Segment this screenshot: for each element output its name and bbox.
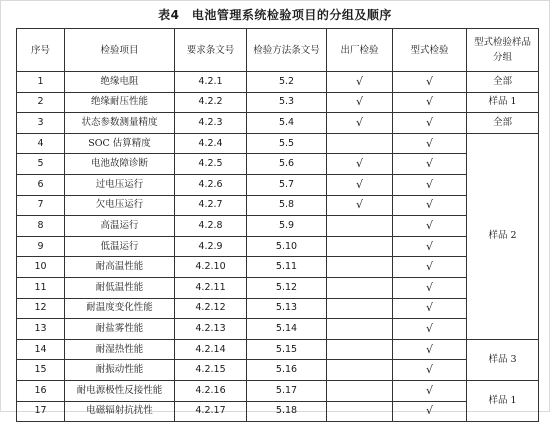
row-method-clause: 5.3 (247, 92, 327, 113)
type-check: √ (393, 133, 467, 154)
type-check: √ (393, 298, 467, 319)
row-method-clause: 5.13 (247, 298, 327, 319)
table-row (17, 380, 539, 401)
table-row (17, 257, 539, 278)
row-number: 1 (17, 72, 65, 93)
row-item: 欠电压运行 (65, 195, 175, 216)
row-item: 绝缘电阻 (65, 72, 175, 93)
sample-group-cell: 样品 1 (467, 92, 539, 113)
sample-group-cell: 样品 1 (467, 380, 539, 421)
header-requirement-clause: 要求条文号 (175, 29, 247, 72)
row-number: 8 (17, 216, 65, 237)
row-item: 耐温度变化性能 (65, 298, 175, 319)
row-item: 耐电源极性反接性能 (65, 380, 175, 401)
factory-check: √ (327, 72, 393, 93)
row-method-clause: 5.8 (247, 195, 327, 216)
row-number: 14 (17, 339, 65, 360)
factory-check: √ (327, 154, 393, 175)
type-check: √ (393, 174, 467, 195)
row-item: 过电压运行 (65, 174, 175, 195)
row-method-clause: 5.6 (247, 154, 327, 175)
row-item: 低温运行 (65, 236, 175, 257)
sample-group-cell: 全部 (467, 113, 539, 134)
factory-check (327, 257, 393, 278)
table-row (17, 195, 539, 216)
table-row (17, 72, 539, 93)
type-check: √ (393, 319, 467, 340)
table-title: 表4 电池管理系统检验项目的分组及顺序 (158, 8, 392, 22)
row-number: 6 (17, 174, 65, 195)
row-method-clause: 5.14 (247, 319, 327, 340)
factory-check (327, 216, 393, 237)
type-check: √ (393, 195, 467, 216)
factory-check (327, 277, 393, 298)
row-item: 状态参数测量精度 (65, 113, 175, 134)
table-row (17, 133, 539, 154)
row-requirement-clause: 4.2.13 (175, 319, 247, 340)
sample-group-cell: 全部 (467, 72, 539, 93)
row-method-clause: 5.5 (247, 133, 327, 154)
row-method-clause: 5.7 (247, 174, 327, 195)
row-requirement-clause: 4.2.17 (175, 401, 247, 422)
factory-check: √ (327, 92, 393, 113)
factory-check (327, 401, 393, 422)
factory-check (327, 319, 393, 340)
row-item: 耐盐雾性能 (65, 319, 175, 340)
row-requirement-clause: 4.2.14 (175, 339, 247, 360)
row-method-clause: 5.15 (247, 339, 327, 360)
type-check: √ (393, 257, 467, 278)
header-factory-inspection: 出厂检验 (327, 29, 393, 72)
row-requirement-clause: 4.2.4 (175, 133, 247, 154)
table-row (17, 92, 539, 113)
row-requirement-clause: 4.2.8 (175, 216, 247, 237)
table-row (17, 216, 539, 237)
header-item: 检验项目 (65, 29, 175, 72)
row-requirement-clause: 4.2.9 (175, 236, 247, 257)
row-requirement-clause: 4.2.10 (175, 257, 247, 278)
table-row (17, 319, 539, 340)
table-row (17, 113, 539, 134)
factory-check: √ (327, 113, 393, 134)
row-number: 4 (17, 133, 65, 154)
factory-check (327, 380, 393, 401)
row-item: 耐低温性能 (65, 277, 175, 298)
row-item: SOC 估算精度 (65, 133, 175, 154)
row-method-clause: 5.4 (247, 113, 327, 134)
type-check: √ (393, 339, 467, 360)
row-requirement-clause: 4.2.7 (175, 195, 247, 216)
row-number: 13 (17, 319, 65, 340)
row-method-clause: 5.10 (247, 236, 327, 257)
table-row (17, 236, 539, 257)
factory-check: √ (327, 195, 393, 216)
type-check: √ (393, 72, 467, 93)
table-row (17, 401, 539, 422)
type-check: √ (393, 236, 467, 257)
table-row (17, 360, 539, 381)
header-sample-group: 型式检验样品分组 (467, 29, 539, 72)
row-method-clause: 5.9 (247, 216, 327, 237)
factory-check (327, 339, 393, 360)
row-number: 15 (17, 360, 65, 381)
type-check: √ (393, 277, 467, 298)
row-number: 10 (17, 257, 65, 278)
type-check: √ (393, 380, 467, 401)
row-number: 2 (17, 92, 65, 113)
table-row (17, 298, 539, 319)
row-requirement-clause: 4.2.5 (175, 154, 247, 175)
row-requirement-clause: 4.2.3 (175, 113, 247, 134)
row-item: 电磁辐射抗扰性 (65, 401, 175, 422)
inspection-table (16, 28, 539, 422)
row-number: 7 (17, 195, 65, 216)
row-number: 16 (17, 380, 65, 401)
row-requirement-clause: 4.2.2 (175, 92, 247, 113)
row-item: 耐振动性能 (65, 360, 175, 381)
row-method-clause: 5.11 (247, 257, 327, 278)
factory-check (327, 236, 393, 257)
row-number: 3 (17, 113, 65, 134)
header-method-clause: 检验方法条文号 (247, 29, 327, 72)
row-item: 绝缘耐压性能 (65, 92, 175, 113)
type-check: √ (393, 113, 467, 134)
factory-check (327, 133, 393, 154)
row-item: 耐湿热性能 (65, 339, 175, 360)
table-row (17, 277, 539, 298)
table-row (17, 174, 539, 195)
row-number: 12 (17, 298, 65, 319)
row-requirement-clause: 4.2.15 (175, 360, 247, 381)
row-method-clause: 5.12 (247, 277, 327, 298)
type-check: √ (393, 401, 467, 422)
row-number: 5 (17, 154, 65, 175)
row-requirement-clause: 4.2.12 (175, 298, 247, 319)
row-item: 电池故障诊断 (65, 154, 175, 175)
row-requirement-clause: 4.2.1 (175, 72, 247, 93)
type-check: √ (393, 154, 467, 175)
row-method-clause: 5.18 (247, 401, 327, 422)
row-number: 17 (17, 401, 65, 422)
factory-check (327, 360, 393, 381)
header-no: 序号 (17, 29, 65, 72)
type-check: √ (393, 360, 467, 381)
row-method-clause: 5.16 (247, 360, 327, 381)
header-type-inspection: 型式检验 (393, 29, 467, 72)
type-check: √ (393, 216, 467, 237)
row-requirement-clause: 4.2.16 (175, 380, 247, 401)
sample-group-cell: 样品 3 (467, 339, 539, 380)
row-number: 11 (17, 277, 65, 298)
type-check: √ (393, 92, 467, 113)
row-requirement-clause: 4.2.6 (175, 174, 247, 195)
header-row (17, 29, 539, 72)
factory-check (327, 298, 393, 319)
row-number: 9 (17, 236, 65, 257)
row-item: 高温运行 (65, 216, 175, 237)
factory-check: √ (327, 174, 393, 195)
row-method-clause: 5.2 (247, 72, 327, 93)
row-item: 耐高温性能 (65, 257, 175, 278)
row-requirement-clause: 4.2.11 (175, 277, 247, 298)
table-row (17, 339, 539, 360)
table-row (17, 154, 539, 175)
row-method-clause: 5.17 (247, 380, 327, 401)
sample-group-cell: 样品 2 (467, 133, 539, 339)
